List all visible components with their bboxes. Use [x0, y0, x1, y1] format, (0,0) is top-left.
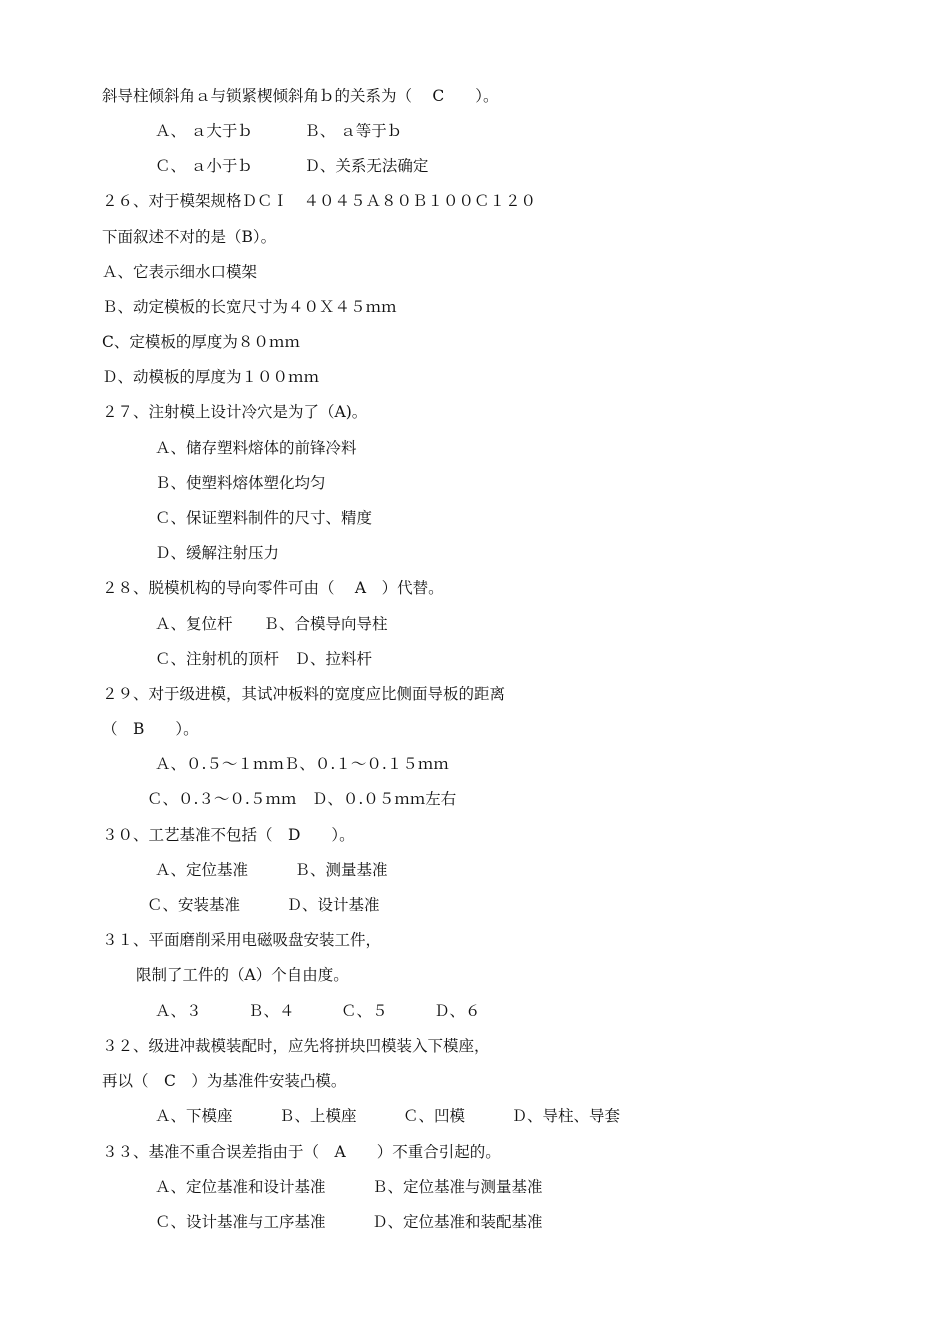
question-27-option-d: Ｄ、缓解注射压力: [155, 544, 280, 562]
question-31-options: Ａ、３ Ｂ、４ Ｃ、５ Ｄ、６: [155, 1002, 481, 1020]
question-29-stem: ２９、对于级进模，其试冲板料的宽度应比侧面导板的距离: [102, 685, 506, 703]
question-33-options-ab: Ａ、定位基准和设计基准 Ｂ、定位基准与测量基准: [155, 1178, 543, 1196]
question-26-option-a: Ａ、它表示细水口模架: [102, 263, 258, 281]
question-26-option-b: Ｂ、动定模板的长宽尺寸为４０Ｘ４５ｍｍ: [102, 298, 397, 316]
question-32-options: Ａ、下模座 Ｂ、上模座 Ｃ、凹模 Ｄ、导柱、导套: [155, 1107, 621, 1125]
question-28-stem: ２８、脱模机构的导向零件可由（ A ）代替。: [102, 579, 444, 597]
question-29-options-ab: Ａ、０.５～１ｍｍＢ、０.１～０.１５ｍｍ: [155, 755, 449, 773]
question-29-options-cd: Ｃ、０.３～０.５ｍｍ Ｄ、０.０５ｍｍ左右: [147, 790, 457, 808]
question-28-options-ab: Ａ、复位杆 Ｂ、合模导向导柱: [155, 615, 388, 633]
question-30-options-ab: Ａ、定位基准 Ｂ、测量基准: [155, 861, 388, 879]
question-27-option-c: Ｃ、保证塑料制件的尺寸、精度: [155, 509, 373, 527]
question-27-option-a: Ａ、储存塑料熔体的前锋冷料: [155, 439, 357, 457]
question-27-stem: ２７、注射模上设计冷穴是为了（A)。: [102, 403, 368, 421]
question-32-stem-cont: 再以（ C ）为基准件安装凸模。: [102, 1072, 347, 1090]
question-33-options-cd: Ｃ、设计基准与工序基准 Ｄ、定位基准和装配基准: [155, 1213, 543, 1231]
question-29-answer: （ B ）。: [102, 720, 199, 738]
question-26-stem: ２６、对于模架规格ＤＣＩ ４０４５Ａ８０Ｂ１００Ｃ１２０: [102, 192, 537, 210]
question-25-options-ab: Ａ、 ａ大于ｂ Ｂ、 ａ等于ｂ: [155, 122, 403, 140]
question-25-stem: 斜导柱倾斜角ａ与锁紧楔倾斜角ｂ的关系为（ C ）。: [102, 87, 499, 105]
question-25-options-cd: Ｃ、 ａ小于ｂ Ｄ、关系无法确定: [155, 157, 429, 175]
question-26-option-c: C、定模板的厚度为８０ｍｍ: [102, 333, 300, 351]
question-27-option-b: Ｂ、使塑料熔体塑化均匀: [155, 474, 326, 492]
question-31-stem-cont: 限制了工件的（A）个自由度。: [136, 966, 349, 984]
question-32-stem: ３２、级进冲裁模装配时，应先将拼块凹模装入下模座，: [102, 1037, 490, 1055]
question-26-stem-cont: 下面叙述不对的是（B）。: [102, 228, 277, 246]
question-33-stem: ３３、基准不重合误差指由于（ A ）不重合引起的。: [102, 1143, 501, 1161]
question-31-stem: ３１、平面磨削采用电磁吸盘安装工件，: [102, 931, 382, 949]
question-30-stem: ３０、工艺基准不包括（ D ）。: [102, 826, 355, 844]
question-26-option-d: Ｄ、动模板的厚度为１００ｍｍ: [102, 368, 320, 386]
question-28-options-cd: Ｃ、注射机的顶杆 Ｄ、拉料杆: [155, 650, 373, 668]
question-30-options-cd: Ｃ、安装基准 Ｄ、设计基准: [147, 896, 380, 914]
